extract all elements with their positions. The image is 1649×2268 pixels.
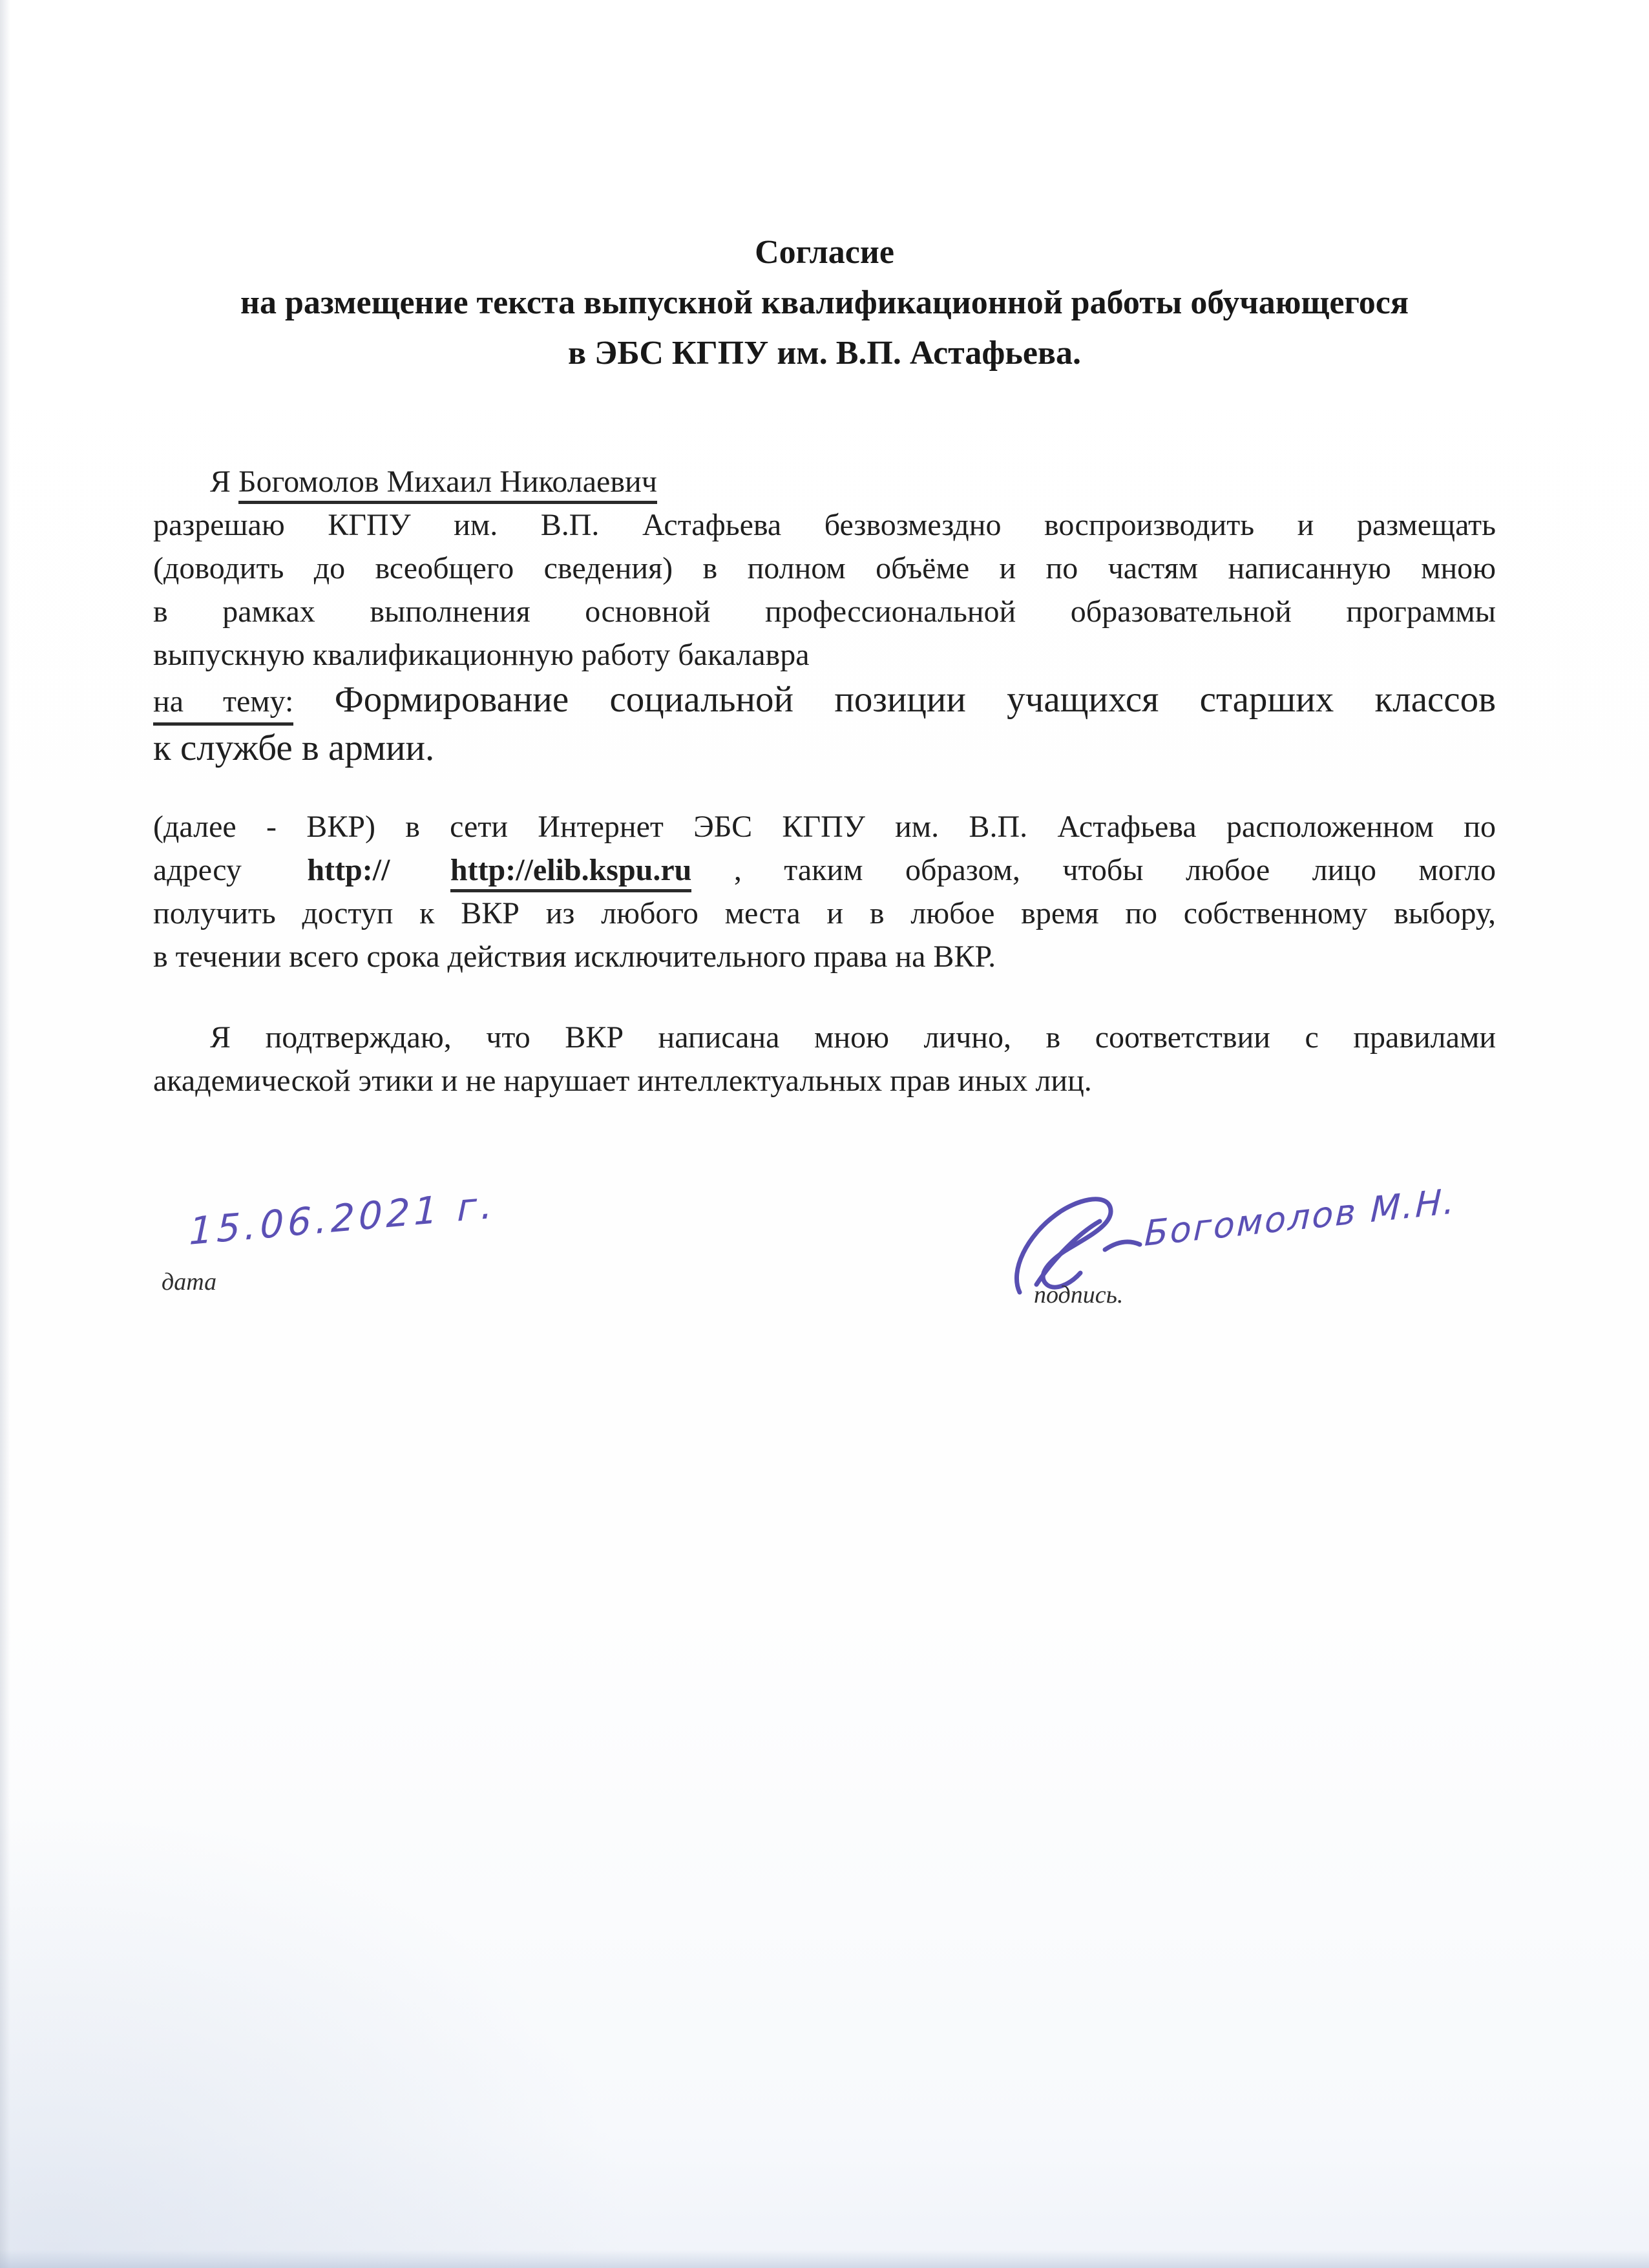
permission-line: в рамках выполнения основной профессиональной образовательной программы [153, 594, 1496, 629]
student-name: Богомолов Михаил Николаевич [238, 465, 657, 504]
scan-edge-bottom [0, 2250, 1649, 2268]
access-line3: получить доступ к ВКР из любого места и в любое время по собственному выбору, [153, 896, 1496, 930]
date-label: дата [162, 1268, 217, 1296]
handwritten-signature: Богомолов М.Н. [1144, 1180, 1457, 1254]
scan-edge-left [0, 0, 10, 2268]
topic-text: Формирование социальной позиции учащихся старших классов [334, 679, 1497, 720]
access-line1: (далее - ВКР) в сети Интернет ЭБС КГПУ им. В.П. Астафьева расположенном по [153, 810, 1496, 844]
access-line2-rest: , таким образом, чтобы любое лицо могло [733, 853, 1497, 887]
topic-line1 [153, 677, 1496, 725]
signature-label: подпись. [1034, 1281, 1124, 1308]
access-address-word: адресу [153, 853, 242, 887]
elib-url: http://elib.kspu.ru [450, 853, 691, 892]
confirmation-line2: академической этики и не нарушает интеллектуальных прав иных лиц. [153, 1064, 1092, 1098]
topic-paragraph [153, 677, 1496, 772]
access-line2 [153, 848, 1496, 892]
document-title [153, 227, 1496, 379]
intro-prefix: Я [210, 465, 231, 499]
confirmation-line1: Я подтверждаю, что ВКР написана мною лично, в соответствии с правилами [210, 1020, 1496, 1055]
access-line4: в течении всего срока действия исключительного права на ВКР. [153, 940, 996, 974]
intro-paragraph [153, 460, 1496, 503]
permission-line: (доводить до всеобщего сведения) в полном объёме и по частям написанную мною [153, 551, 1496, 585]
document-title-line2: на размещение текста выпускной квалификационной работы обучающегося [240, 284, 1409, 321]
access-paragraph [153, 805, 1496, 978]
permission-line: выпускную квалификационную работу бакалавра [153, 638, 810, 672]
url-prefix: http:// [307, 853, 390, 887]
permission-paragraph [153, 503, 1496, 677]
topic-label: на тему: [153, 684, 293, 726]
handwritten-date: 15.06.2021 г. [189, 1182, 497, 1254]
document-title-line3: в ЭБС КГПУ им. В.П. Астафьева. [568, 335, 1081, 372]
topic-line2: к службе в армии. [153, 728, 435, 768]
confirmation-paragraph [153, 1016, 1496, 1102]
scan-tint-artifact [0, 1751, 711, 2268]
document-body [153, 460, 1496, 1102]
permission-line: разрешаю КГПУ им. В.П. Астафьева безвозмездно воспроизводить и размещать [153, 508, 1496, 542]
document-title-line1: Согласие [755, 234, 894, 271]
